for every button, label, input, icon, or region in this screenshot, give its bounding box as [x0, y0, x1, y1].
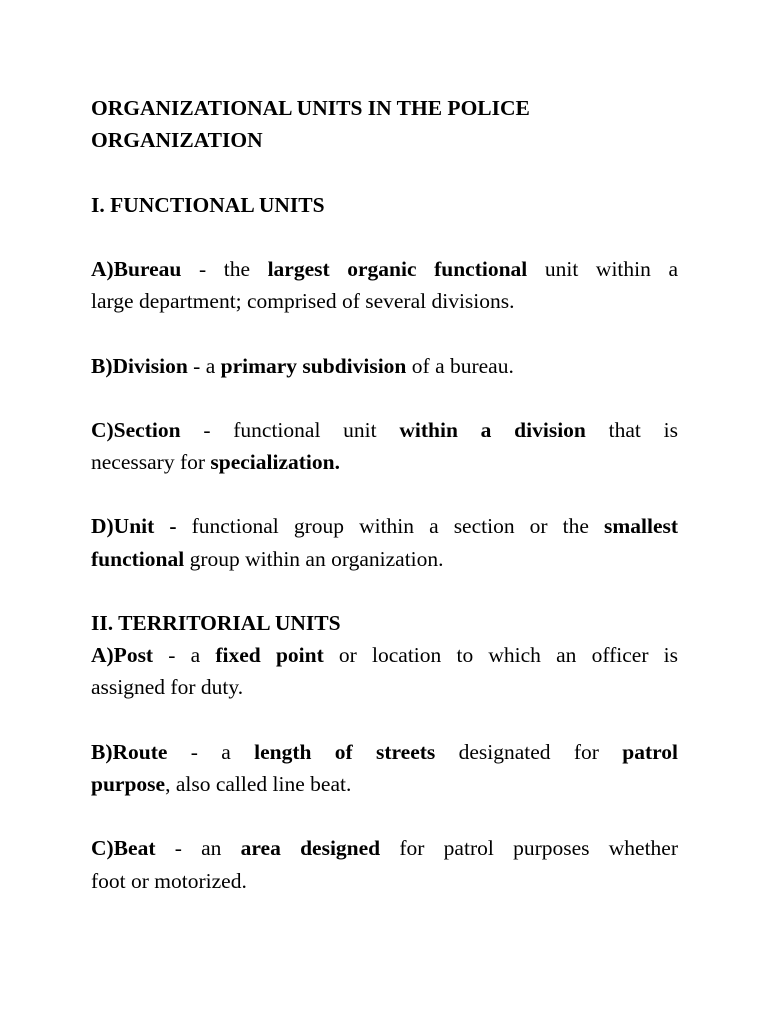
- text-line: [91, 639, 678, 671]
- heading-functional-units: [91, 189, 678, 221]
- bold-text: primary subdivision: [220, 353, 407, 378]
- bold-text: A)Post: [91, 643, 154, 668]
- blank-line: [91, 800, 678, 832]
- text: - a: [167, 739, 255, 764]
- item-unit: [91, 510, 678, 574]
- heading-territorial-units: [91, 607, 678, 639]
- item-post: [91, 639, 678, 703]
- document-page: [91, 92, 678, 897]
- item-bureau: [91, 253, 678, 317]
- text: or location to which an officer is: [323, 643, 679, 668]
- text: - a: [153, 643, 216, 668]
- text: unit within a: [527, 256, 678, 281]
- blank-line: [91, 156, 678, 188]
- text: - an: [155, 836, 241, 861]
- text: , also called line beat.: [165, 771, 352, 796]
- text-line: [91, 124, 678, 156]
- text-line: [91, 607, 678, 639]
- text: group within an organization.: [184, 546, 444, 571]
- item-beat: [91, 832, 678, 896]
- bold-text: ORGANIZATIONAL UNITS IN THE POLICE: [91, 96, 530, 120]
- text: - a: [187, 353, 221, 378]
- text: functional group within a section or the: [191, 514, 604, 539]
- item-route: [91, 736, 678, 800]
- bold-text: B)Route: [91, 739, 168, 764]
- text: foot or motorized.: [91, 868, 247, 893]
- blank-line: [91, 221, 678, 253]
- text-line: [91, 92, 678, 124]
- text: designated for: [435, 739, 623, 764]
- text: necessary for: [91, 450, 211, 475]
- bold-text: I. FUNCTIONAL UNITS: [91, 192, 325, 217]
- bold-text: purpose: [91, 771, 166, 796]
- bold-text: area designed: [240, 836, 381, 861]
- bold-text: length of streets: [254, 739, 436, 764]
- bold-text: D)Unit -: [91, 514, 192, 539]
- bold-text: ORGANIZATION: [91, 128, 263, 153]
- blank-line: [91, 478, 678, 510]
- text: - the: [181, 256, 268, 281]
- item-division: [91, 350, 678, 382]
- bold-text: A)Bureau: [91, 256, 182, 281]
- text-line: [91, 253, 678, 285]
- text-line: [91, 832, 678, 864]
- text-line: [91, 736, 678, 768]
- blank-line: [91, 317, 678, 349]
- bold-text: B)Division: [91, 353, 188, 378]
- blank-line: [91, 575, 678, 607]
- text: for patrol purposes whether: [380, 836, 678, 861]
- text-line: [91, 768, 678, 800]
- text: large department; comprised of several divisions.: [91, 289, 515, 314]
- bold-text: specialization.: [210, 450, 340, 475]
- text-line: [91, 189, 678, 221]
- bold-text: functional: [91, 546, 185, 571]
- text: that is: [585, 417, 678, 442]
- bold-text: largest organic functional: [267, 256, 528, 281]
- bold-text: patrol: [622, 739, 679, 764]
- text: assigned for duty.: [91, 675, 244, 700]
- text: of a bureau.: [406, 353, 514, 378]
- text-line: [91, 543, 678, 575]
- bold-text: C)Beat: [91, 836, 156, 861]
- title: [91, 92, 678, 156]
- text-line: [91, 865, 678, 897]
- bold-text: smallest: [603, 514, 679, 539]
- blank-line: [91, 704, 678, 736]
- text-line: [91, 671, 678, 703]
- text-line: [91, 414, 678, 446]
- text-line: [91, 446, 678, 478]
- bold-text: within a division: [399, 417, 586, 442]
- text-line: [91, 510, 678, 542]
- blank-line: [91, 382, 678, 414]
- text-line: [91, 350, 678, 382]
- text: - functional unit: [180, 417, 400, 442]
- bold-text: fixed point: [215, 643, 324, 668]
- bold-text: C)Section: [91, 417, 181, 442]
- item-section: [91, 414, 678, 478]
- text-line: [91, 285, 678, 317]
- bold-text: II. TERRITORIAL UNITS: [91, 611, 341, 635]
